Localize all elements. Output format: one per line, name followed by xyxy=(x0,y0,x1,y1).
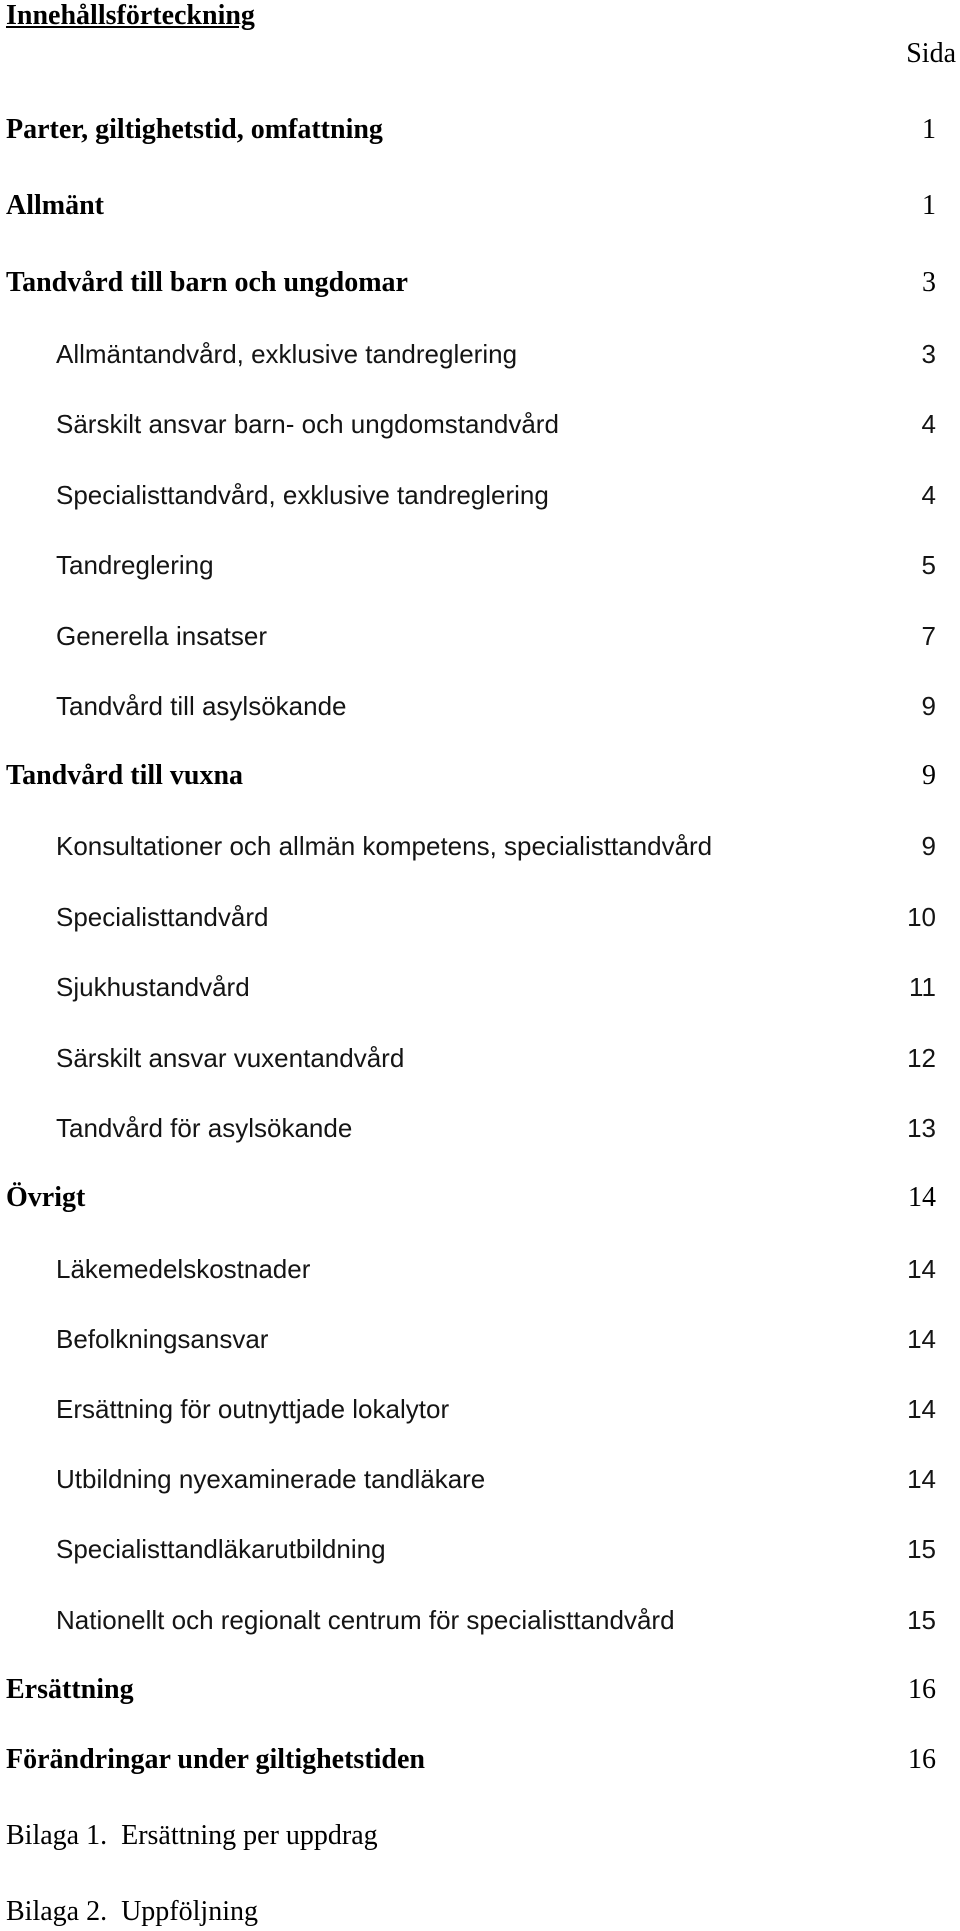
toc-entry-page: 1 xyxy=(922,114,936,145)
toc-entry-label: Utbildning nyexaminerade tandläkare xyxy=(56,1464,486,1494)
toc-entry-label: Specialisttandvård xyxy=(56,902,269,932)
toc-entry-parter[interactable] xyxy=(0,112,960,148)
toc-entry-page: 15 xyxy=(907,1605,936,1635)
toc-entry-page: 16 xyxy=(908,1744,936,1775)
toc-entry-label: Allmänt xyxy=(6,190,104,221)
toc-entry-label: Allmäntandvård, exklusive tandreglering xyxy=(56,339,518,369)
toc-entry-label: Parter, giltighetstid, omfattning xyxy=(6,114,383,145)
toc-entry-label: Befolkningsansvar xyxy=(56,1324,269,1354)
toc-entry-specialisttandvard[interactable] xyxy=(0,899,960,935)
toc-entry-nationellt-regionalt-centrum[interactable] xyxy=(0,1602,960,1638)
toc-entry-label: Tandvård till barn och ungdomar xyxy=(6,267,408,298)
toc-entry-page: 13 xyxy=(907,1113,936,1143)
toc-entry-page: 4 xyxy=(921,480,936,510)
toc-entry-tandvard-asylsokande-barn[interactable] xyxy=(0,688,960,724)
toc-entry-utbildning-nyexaminerade[interactable] xyxy=(0,1461,960,1497)
toc-entry-page: 9 xyxy=(921,691,936,721)
toc-entry-page: 15 xyxy=(907,1534,936,1564)
toc-entry-label: Sjukhustandvård xyxy=(56,972,250,1002)
toc-entry-page: 5 xyxy=(921,550,936,580)
toc-entry-page: 14 xyxy=(907,1464,936,1494)
toc-entry-page: 14 xyxy=(908,1182,936,1213)
toc-entry-page: 14 xyxy=(907,1394,936,1424)
toc-entry-page: 3 xyxy=(922,267,936,298)
toc-entry-outnyttjade-lokalytor[interactable] xyxy=(0,1391,960,1427)
toc-entry-specialisttandlakarutbildning[interactable] xyxy=(0,1531,960,1567)
toc-entry-label: Generella insatser xyxy=(56,621,267,651)
appendix-2[interactable] xyxy=(0,1894,960,1930)
toc-entry-ersattning[interactable] xyxy=(0,1672,960,1708)
toc-entry-label: Ersättning xyxy=(6,1674,134,1705)
toc-entry-tandvard-vuxna[interactable] xyxy=(0,758,960,794)
toc-entry-befolkningsansvar[interactable] xyxy=(0,1321,960,1357)
toc-entry-sarskilt-ansvar-vuxen[interactable] xyxy=(0,1040,960,1076)
toc-entry-ovrigt[interactable] xyxy=(0,1180,960,1216)
toc-entry-label: Tandvård för asylsökande xyxy=(56,1113,353,1143)
toc-entry-lakemedelskostnader[interactable] xyxy=(0,1251,960,1287)
toc-entry-label: Specialisttandläkarutbildning xyxy=(56,1534,386,1564)
toc-entry-specialisttandvard-exkl[interactable] xyxy=(0,477,960,513)
toc-entry-page: 9 xyxy=(921,831,936,861)
toc-entry-allmantandvard[interactable] xyxy=(0,336,960,372)
toc-entry-forandringar[interactable] xyxy=(0,1742,960,1778)
toc-entry-page: 4 xyxy=(921,409,936,439)
toc-entry-tandvard-barn[interactable] xyxy=(0,265,960,301)
toc-entry-label: Konsultationer och allmän kompetens, specialisttandvård xyxy=(56,831,713,861)
toc-entry-page: 14 xyxy=(907,1324,936,1354)
toc-entry-label: Ersättning för outnyttjade lokalytor xyxy=(56,1394,450,1424)
toc-entry-page: 14 xyxy=(907,1254,936,1284)
toc-entry-page: 12 xyxy=(907,1043,936,1073)
toc-entry-label: Specialisttandvård, exklusive tandreglering xyxy=(56,480,549,510)
toc-entry-generella-insatser[interactable] xyxy=(0,618,960,654)
toc-entry-page: 3 xyxy=(921,339,936,369)
toc-entry-page: 11 xyxy=(909,972,936,1002)
toc-entry-label: Förändringar under giltighetstiden xyxy=(6,1744,426,1775)
toc-entry-page: 9 xyxy=(922,760,936,791)
toc-title: Innehållsförteckning xyxy=(6,0,255,31)
toc-entry-page: 1 xyxy=(922,190,936,221)
toc-entry-page: 7 xyxy=(921,621,936,651)
toc-entry-sjukhustandvard[interactable] xyxy=(0,969,960,1005)
toc-entry-label: Tandvård till vuxna xyxy=(6,760,244,791)
appendix-1[interactable] xyxy=(0,1818,960,1854)
toc-entry-allmant[interactable] xyxy=(0,188,960,224)
toc-entry-page: 10 xyxy=(907,902,936,932)
toc-entry-label: Nationellt och regionalt centrum för specialisttandvård xyxy=(56,1605,675,1635)
toc-entry-label: Särskilt ansvar vuxentandvård xyxy=(56,1043,405,1073)
page-column-header: Sida xyxy=(906,38,956,69)
appendix-label: Bilaga 1. Ersättning per uppdrag xyxy=(6,1820,378,1851)
appendix-label: Bilaga 2. Uppföljning xyxy=(6,1896,258,1927)
toc-entry-page: 16 xyxy=(908,1674,936,1705)
toc-entry-tandreglering[interactable] xyxy=(0,547,960,583)
toc-entry-label: Tandreglering xyxy=(56,550,214,580)
toc-entry-label: Tandvård till asylsökande xyxy=(56,691,347,721)
toc-entry-konsultationer[interactable] xyxy=(0,828,960,864)
toc-entry-label: Övrigt xyxy=(6,1182,86,1213)
toc-entry-sarskilt-ansvar-barn[interactable] xyxy=(0,406,960,442)
toc-entry-tandvard-asylsokande-vuxen[interactable] xyxy=(0,1110,960,1146)
toc-entry-label: Läkemedelskostnader xyxy=(56,1254,311,1284)
toc-entry-label: Särskilt ansvar barn- och ungdomstandvård xyxy=(56,409,559,439)
